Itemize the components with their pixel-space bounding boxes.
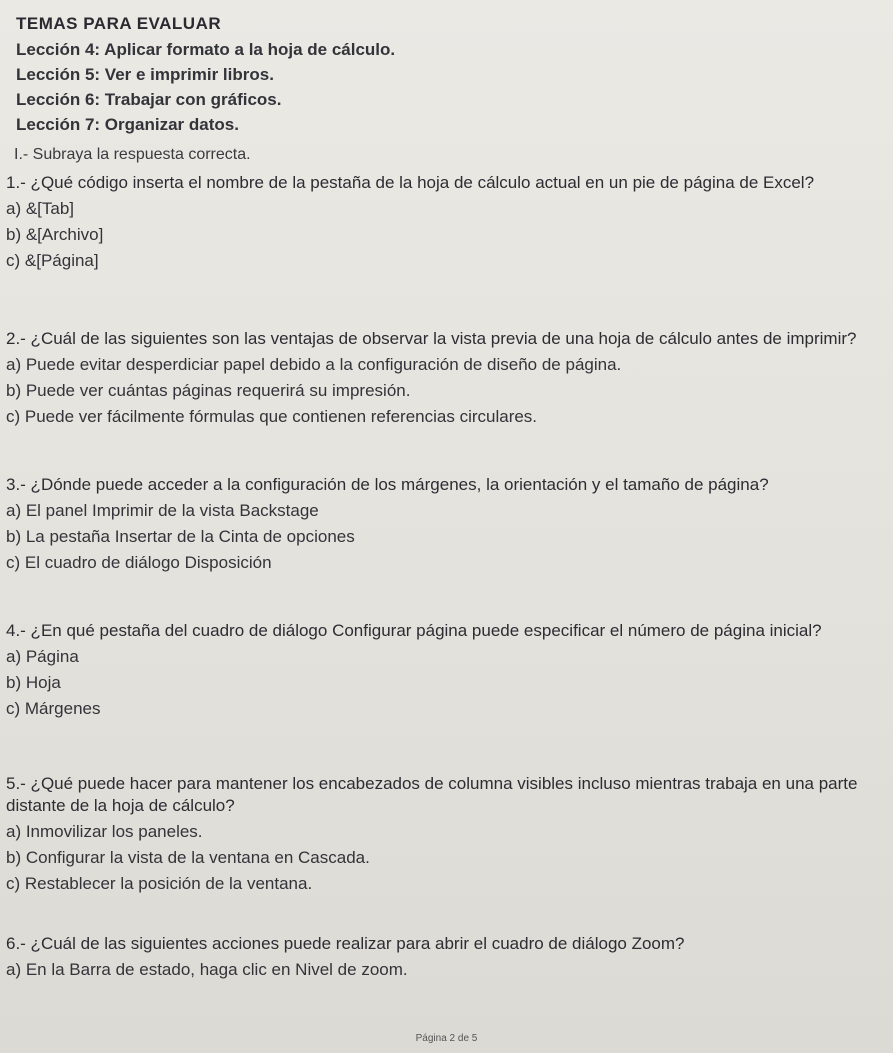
answer-option: a) En la Barra de estado, haga clic en Nivel de zoom. <box>6 960 408 979</box>
answer-option: c) Restablecer la posición de la ventana. <box>6 874 313 893</box>
answer-option: c) El cuadro de diálogo Disposición <box>6 553 272 572</box>
page-number: Página 2 de 5 <box>415 1033 478 1044</box>
question-3 <box>6 474 876 574</box>
answer-option: b) Configurar la vista de la ventana en Cascada. <box>6 848 370 867</box>
question-text: 6.- ¿Cuál de las siguientes acciones puede realizar para abrir el cuadro de diálogo Zoom? <box>6 934 685 953</box>
lesson-item: Lección 6: Trabajar con gráficos. <box>16 90 282 109</box>
question-text: 2.- ¿Cuál de las siguientes son las ventajas de observar la vista previa de una hoja de cálculo antes de imprimir? <box>6 329 857 348</box>
answer-option: a) Inmovilizar los paneles. <box>6 822 203 841</box>
question-6 <box>6 933 876 981</box>
answer-option: b) &[Archivo] <box>6 225 104 244</box>
lesson-item: Lección 4: Aplicar formato a la hoja de cálculo. <box>16 40 396 59</box>
question-5 <box>6 773 876 895</box>
question-2 <box>6 328 876 428</box>
question-text: 5.- ¿Qué puede hacer para mantener los encabezados de columna visibles incluso mientras trabaja en una parte distante de la hoja de cálculo? <box>6 774 858 815</box>
question-text: 1.- ¿Qué código inserta el nombre de la pestaña de la hoja de cálculo actual en un pie de página de Excel? <box>6 173 815 192</box>
answer-option: c) Márgenes <box>6 699 101 718</box>
question-4 <box>6 620 876 720</box>
answer-option: b) La pestaña Insertar de la Cinta de opciones <box>6 527 355 546</box>
topics-heading: TEMAS PARA EVALUAR <box>16 14 222 33</box>
question-text: 3.- ¿Dónde puede acceder a la configuración de los márgenes, la orientación y el tamaño de página? <box>6 475 769 494</box>
topics-section <box>14 14 395 140</box>
answer-option: c) &[Página] <box>6 251 99 270</box>
answer-option: a) Página <box>6 647 79 666</box>
answer-option: a) Puede evitar desperdiciar papel debido a la configuración de diseño de página. <box>6 355 622 374</box>
answer-option: a) &[Tab] <box>6 199 75 218</box>
question-text: 4.- ¿En qué pestaña del cuadro de diálogo Configurar página puede especificar el número de página inicial? <box>6 621 822 640</box>
answer-option: a) El panel Imprimir de la vista Backstage <box>6 501 319 520</box>
question-1 <box>6 172 876 272</box>
answer-option: b) Hoja <box>6 673 61 692</box>
answer-option: b) Puede ver cuántas páginas requerirá su impresión. <box>6 381 411 400</box>
lesson-item: Lección 5: Ver e imprimir libros. <box>16 65 274 84</box>
instruction-text: I.- Subraya la respuesta correcta. <box>14 146 251 163</box>
lesson-item: Lección 7: Organizar datos. <box>16 115 239 134</box>
answer-option: c) Puede ver fácilmente fórmulas que contienen referencias circulares. <box>6 407 538 426</box>
